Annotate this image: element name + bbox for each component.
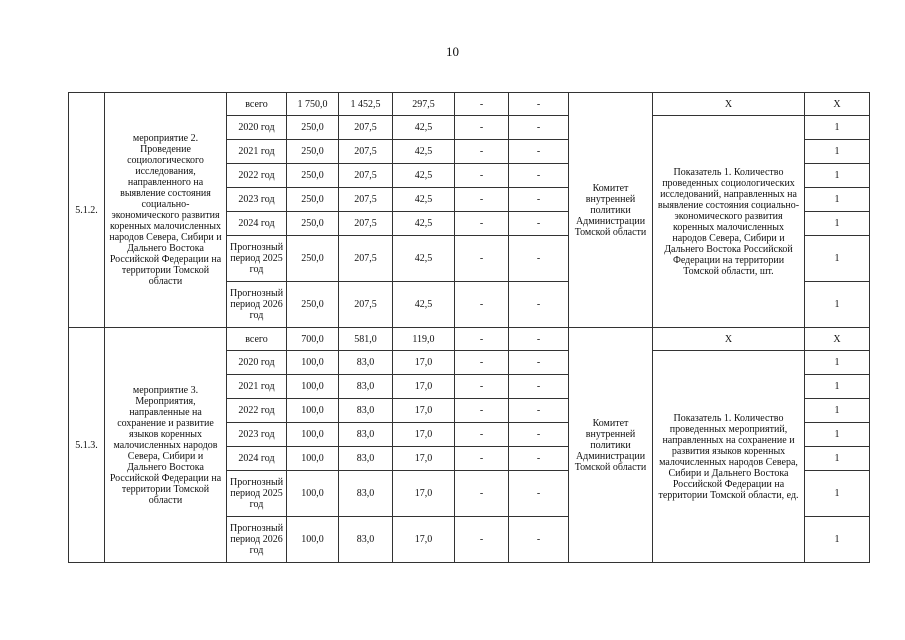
- funding-cell: 83,0: [339, 423, 393, 447]
- funding-cell: 83,0: [339, 447, 393, 471]
- value-cell: 1: [805, 140, 870, 164]
- value-cell: 1: [805, 212, 870, 236]
- funding-cell: 207,5: [339, 140, 393, 164]
- section-number: 5.1.3.: [69, 328, 105, 563]
- period-cell: 2024 год: [227, 212, 287, 236]
- funding-cell: -: [509, 517, 569, 563]
- total-cell: 100,0: [287, 471, 339, 517]
- funding-cell: 17,0: [393, 447, 455, 471]
- value-header-cell: Х: [805, 328, 870, 351]
- value-cell: 1: [805, 282, 870, 328]
- period-cell: 2023 год: [227, 423, 287, 447]
- indicator-header-cell: Х: [653, 93, 805, 116]
- funding-cell: 119,0: [393, 328, 455, 351]
- total-cell: 250,0: [287, 140, 339, 164]
- period-cell: 2022 год: [227, 164, 287, 188]
- funding-cell: 83,0: [339, 517, 393, 563]
- total-cell: 250,0: [287, 188, 339, 212]
- funding-cell: 42,5: [393, 188, 455, 212]
- page-number: 10: [446, 44, 459, 59]
- executor-cell: Комитет внутренней политики Администрации Томской области: [569, 328, 653, 563]
- period-cell: Прогнозный период 2026 год: [227, 282, 287, 328]
- section-number: 5.1.2.: [69, 93, 105, 328]
- funding-cell: 1 452,5: [339, 93, 393, 116]
- period-cell: 2020 год: [227, 351, 287, 375]
- period-cell: Прогнозный период 2025 год: [227, 471, 287, 517]
- indicator-cell: Показатель 1. Количество проведенных социологических исследований, направленных на выявление состояния социально-экономического развития коренных малочисленных народов Севера, Сибири и Дальнего Востока Российской Федерации на территории Томской области, шт.: [653, 116, 805, 328]
- funding-cell: 207,5: [339, 116, 393, 140]
- total-cell: 1 750,0: [287, 93, 339, 116]
- funding-cell: -: [455, 93, 509, 116]
- total-cell: 250,0: [287, 236, 339, 282]
- funding-cell: -: [455, 447, 509, 471]
- period-cell: 2024 год: [227, 447, 287, 471]
- funding-cell: 17,0: [393, 471, 455, 517]
- period-cell: 2023 год: [227, 188, 287, 212]
- funding-cell: -: [509, 164, 569, 188]
- funding-cell: 17,0: [393, 375, 455, 399]
- period-cell: 2021 год: [227, 140, 287, 164]
- period-cell: всего: [227, 328, 287, 351]
- funding-cell: -: [455, 164, 509, 188]
- funding-cell: -: [509, 93, 569, 116]
- funding-cell: 83,0: [339, 351, 393, 375]
- funding-cell: -: [509, 328, 569, 351]
- activity-name: мероприятие 2. Проведение социологического исследования, направленного на выявление состояния социально-экономического развития коренных малочисленных народов Севера, Сибири и Дальнего Востока Российской Федерации на территории Томской области: [105, 93, 227, 328]
- funding-cell: -: [509, 375, 569, 399]
- funding-cell: -: [509, 282, 569, 328]
- total-cell: 100,0: [287, 351, 339, 375]
- funding-cell: -: [455, 282, 509, 328]
- value-header-cell: Х: [805, 93, 870, 116]
- total-cell: 250,0: [287, 282, 339, 328]
- value-cell: 1: [805, 116, 870, 140]
- funding-cell: 42,5: [393, 140, 455, 164]
- funding-cell: 17,0: [393, 423, 455, 447]
- indicator-header-cell: Х: [653, 328, 805, 351]
- funding-cell: 42,5: [393, 164, 455, 188]
- funding-cell: -: [455, 351, 509, 375]
- indicator-cell: Показатель 1. Количество проведенных мероприятий, направленных на сохранение и развития языков коренных малочисленных народов Севера, Сибири и Дальнего Востока Российской Федерации на территории Томской области, ед.: [653, 351, 805, 563]
- funding-cell: -: [455, 116, 509, 140]
- funding-cell: 207,5: [339, 212, 393, 236]
- funding-cell: 83,0: [339, 375, 393, 399]
- funding-cell: 17,0: [393, 351, 455, 375]
- funding-cell: 207,5: [339, 164, 393, 188]
- funding-cell: -: [455, 328, 509, 351]
- funding-cell: 83,0: [339, 471, 393, 517]
- funding-cell: -: [509, 236, 569, 282]
- funding-cell: -: [509, 423, 569, 447]
- funding-cell: -: [455, 212, 509, 236]
- value-cell: 1: [805, 188, 870, 212]
- funding-cell: -: [455, 399, 509, 423]
- funding-cell: -: [509, 399, 569, 423]
- funding-cell: 42,5: [393, 116, 455, 140]
- total-cell: 100,0: [287, 517, 339, 563]
- value-cell: 1: [805, 164, 870, 188]
- value-cell: 1: [805, 471, 870, 517]
- funding-cell: -: [509, 116, 569, 140]
- funding-cell: -: [509, 188, 569, 212]
- executor-cell: Комитет внутренней политики Администрации Томской области: [569, 93, 653, 328]
- period-cell: 2021 год: [227, 375, 287, 399]
- funding-cell: -: [455, 423, 509, 447]
- total-cell: 100,0: [287, 375, 339, 399]
- funding-cell: -: [509, 140, 569, 164]
- period-cell: всего: [227, 93, 287, 116]
- period-cell: Прогнозный период 2026 год: [227, 517, 287, 563]
- period-cell: Прогнозный период 2025 год: [227, 236, 287, 282]
- total-cell: 250,0: [287, 212, 339, 236]
- funding-cell: -: [455, 517, 509, 563]
- funding-cell: -: [455, 375, 509, 399]
- funding-cell: 17,0: [393, 399, 455, 423]
- funding-cell: 581,0: [339, 328, 393, 351]
- funding-cell: -: [455, 140, 509, 164]
- funding-cell: 83,0: [339, 399, 393, 423]
- funding-cell: -: [455, 471, 509, 517]
- total-cell: 700,0: [287, 328, 339, 351]
- table-row: [69, 93, 870, 116]
- program-table: [68, 92, 870, 563]
- total-cell: 100,0: [287, 423, 339, 447]
- period-cell: 2022 год: [227, 399, 287, 423]
- total-cell: 250,0: [287, 116, 339, 140]
- funding-cell: 17,0: [393, 517, 455, 563]
- funding-cell: 42,5: [393, 282, 455, 328]
- funding-cell: 42,5: [393, 236, 455, 282]
- total-cell: 250,0: [287, 164, 339, 188]
- value-cell: 1: [805, 351, 870, 375]
- value-cell: 1: [805, 375, 870, 399]
- total-cell: 100,0: [287, 399, 339, 423]
- value-cell: 1: [805, 517, 870, 563]
- period-cell: 2020 год: [227, 116, 287, 140]
- value-cell: 1: [805, 447, 870, 471]
- funding-cell: 42,5: [393, 212, 455, 236]
- value-cell: 1: [805, 399, 870, 423]
- funding-cell: -: [509, 447, 569, 471]
- funding-cell: 207,5: [339, 282, 393, 328]
- funding-cell: 207,5: [339, 236, 393, 282]
- value-cell: 1: [805, 236, 870, 282]
- funding-cell: 297,5: [393, 93, 455, 116]
- funding-cell: -: [509, 471, 569, 517]
- funding-cell: -: [509, 212, 569, 236]
- value-cell: 1: [805, 423, 870, 447]
- table-row: [69, 328, 870, 351]
- total-cell: 100,0: [287, 447, 339, 471]
- funding-cell: -: [455, 188, 509, 212]
- activity-name: мероприятие 3. Мероприятия, направленные на сохранение и развитие языков коренных малочисленных народов Севера, Сибири и Дальнего Востока Российской Федерации на территории Томской области: [105, 328, 227, 563]
- funding-cell: -: [509, 351, 569, 375]
- funding-cell: -: [455, 236, 509, 282]
- funding-cell: 207,5: [339, 188, 393, 212]
